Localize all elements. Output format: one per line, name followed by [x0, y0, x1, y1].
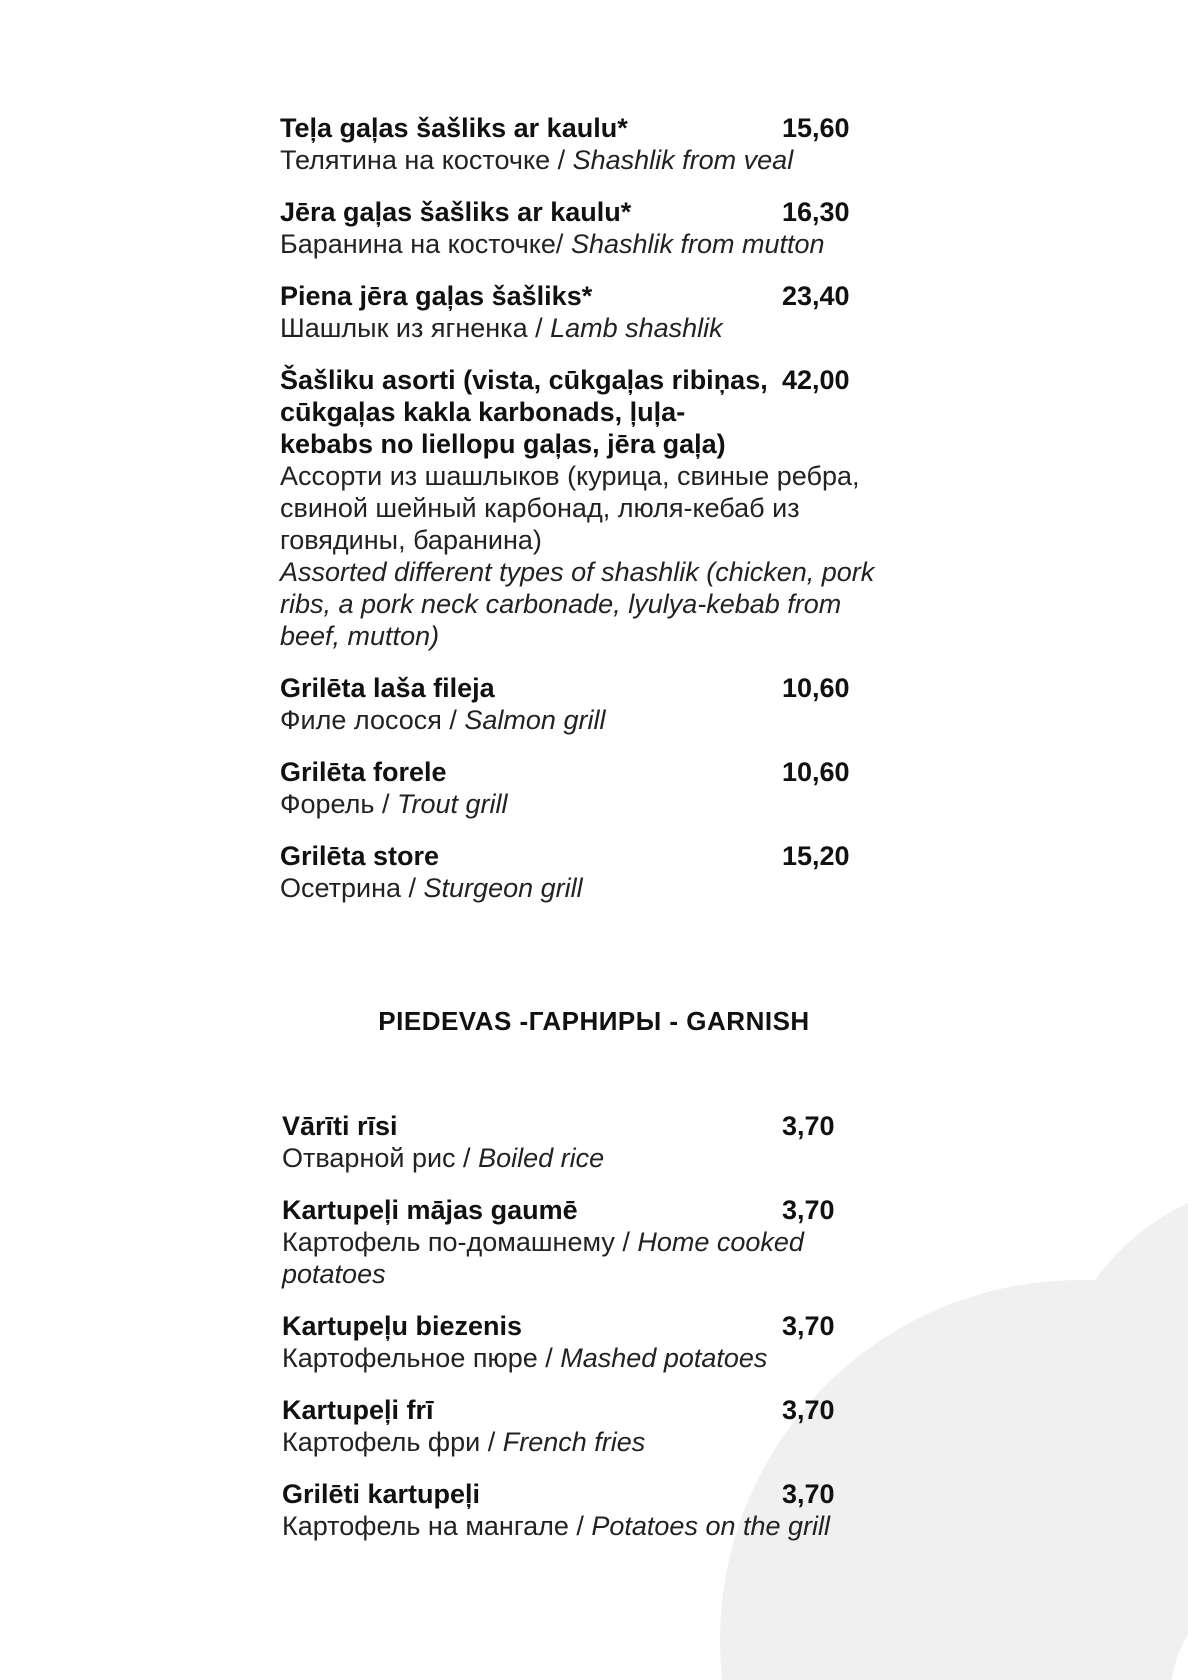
- menu-item: [282, 1110, 902, 1174]
- item-description: Картофель фри / French fries: [282, 1427, 646, 1457]
- item-description: Телятина на косточке / Shashlik from veal: [280, 145, 794, 175]
- item-price: 3,70: [782, 1195, 835, 1225]
- item-description: Отварной рис / Boiled rice: [282, 1143, 605, 1173]
- item-price: 42,00: [782, 365, 850, 395]
- menu-item: [280, 840, 900, 904]
- item-description: Форель / Trout grill: [280, 789, 508, 819]
- item-price: 15,60: [782, 113, 850, 143]
- item-name: Piena jēra gaļas šašliks*: [280, 281, 593, 311]
- menu-item: [280, 112, 900, 176]
- item-description: Шашлык из ягненка / Lamb shashlik: [280, 313, 723, 343]
- item-description: Картофельное пюре / Mashed potatoes: [282, 1343, 768, 1373]
- item-name: Grilēta forele: [280, 757, 447, 787]
- item-price: 10,60: [782, 673, 850, 703]
- item-name: Teļa gaļas šašliks ar kaulu*: [280, 113, 628, 143]
- item-name: Kartupeļi mājas gaumē: [282, 1195, 578, 1225]
- item-price: 3,70: [782, 1311, 835, 1341]
- item-price: 3,70: [782, 1479, 835, 1509]
- menu-item: [282, 1394, 902, 1458]
- menu-item: [280, 280, 900, 344]
- item-price: 10,60: [782, 757, 850, 787]
- item-name: Kartupeļi frī: [282, 1395, 434, 1425]
- item-price: 3,70: [782, 1395, 835, 1425]
- item-name: Šašliku asorti (vista, cūkgaļas ribiņas, cūkgaļas kakla karbonads, ļuļa-kebabs no liellopu gaļas, jēra gaļa): [280, 365, 776, 459]
- menu-item: [282, 1310, 902, 1374]
- item-name: Kartupeļu biezenis: [282, 1311, 523, 1341]
- item-price: 15,20: [782, 841, 850, 871]
- item-name: Grilēta laša fileja: [280, 673, 495, 703]
- item-price: 3,70: [782, 1111, 835, 1141]
- item-description-en: Assorted different types of shashlik (chicken, pork ribs, a pork neck carbonade, lyulya-kebab from beef, mutton): [280, 557, 875, 651]
- item-description-ru: Ассорти из шашлыков (курица, свиные ребра, свиной шейный карбонад, люля-кебаб из говядины, баранина): [280, 461, 860, 555]
- item-description: Осетрина / Sturgeon grill: [280, 873, 583, 903]
- menu-item: [280, 672, 900, 736]
- item-description: Картофель на мангале / Potatoes on the grill: [282, 1511, 831, 1541]
- item-description: Филе лосося / Salmon grill: [280, 705, 606, 735]
- menu-item: [282, 1478, 902, 1542]
- item-price: 16,30: [782, 197, 850, 227]
- item-description-continued: potatoes: [282, 1259, 386, 1289]
- item-description: Баранина на косточке/ Shashlik from mutton: [280, 229, 825, 259]
- menu-item: [280, 756, 900, 820]
- menu-item: [280, 196, 900, 260]
- item-name: Grilēta store: [280, 841, 440, 871]
- menu-item-assorti: [280, 364, 900, 652]
- item-name: Jēra gaļas šašliks ar kaulu*: [280, 197, 632, 227]
- item-description: Картофель по-домашнему / Home cooked: [282, 1227, 804, 1257]
- item-name: Grilēti kartupeļi: [282, 1479, 481, 1509]
- item-price: 23,40: [782, 281, 850, 311]
- item-name: Vārīti rīsi: [282, 1111, 398, 1141]
- menu-item: [282, 1194, 902, 1290]
- section-heading: PIEDEVAS -ГАРНИРЫ - GARNISH: [378, 1006, 810, 1036]
